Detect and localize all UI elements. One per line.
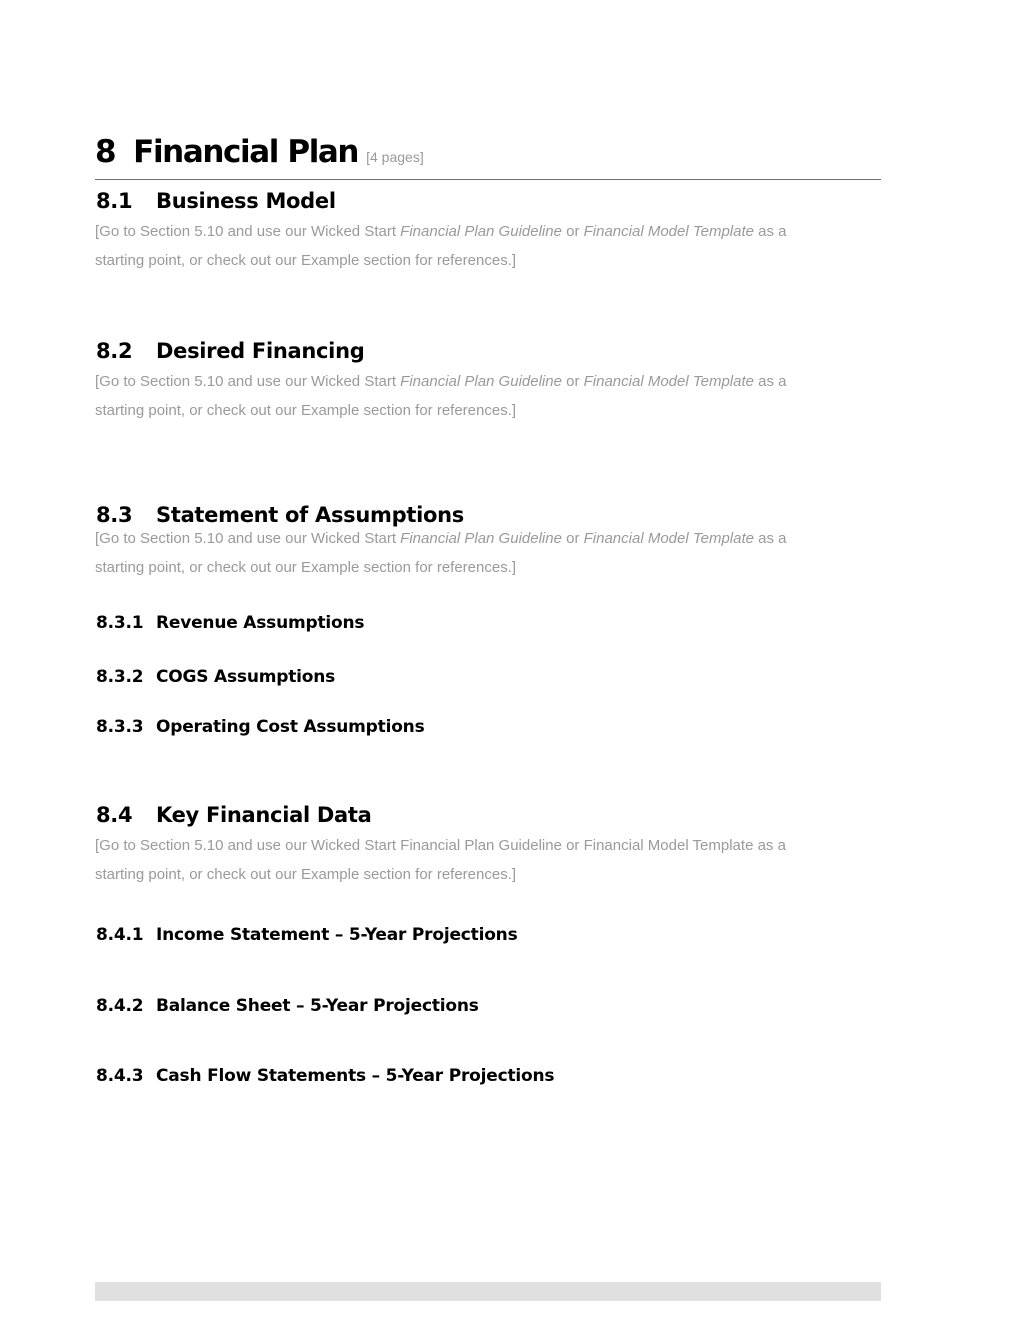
subsection-title: COGS Assumptions: [156, 667, 336, 687]
placeholder-line-1: [Go to Section 5.10 and use our Wicked Start Financial Plan Guideline or Financial Model Template as a: [95, 530, 787, 547]
subsection-number: 8.3.1: [96, 613, 144, 633]
section-heading-business-model: [96, 189, 336, 213]
subsection-number: 8.3.2: [96, 667, 144, 687]
section-title: Business Model: [156, 189, 336, 213]
subsection-heading-cogs-assumptions: [96, 667, 335, 687]
subsection-number: 8.4.1: [96, 925, 144, 945]
chapter-title: Financial Plan: [133, 134, 359, 170]
subsection-number: 8.4.3: [96, 1066, 144, 1086]
section-title: Key Financial Data: [156, 803, 372, 827]
subsection-heading-revenue-assumptions: [96, 613, 364, 633]
subsection-heading-operating-cost-assumptions: [96, 717, 425, 737]
subsection-title: Balance Sheet – 5-Year Projections: [156, 996, 479, 1016]
placeholder-line-1: [Go to Section 5.10 and use our Wicked Start Financial Plan Guideline or Financial Model Template as a: [95, 373, 787, 390]
subsection-title: Cash Flow Statements – 5-Year Projections: [156, 1066, 555, 1086]
section-number: 8.1: [96, 189, 133, 213]
section-heading-key-financial-data: [96, 803, 372, 827]
section-title: Desired Financing: [156, 339, 365, 363]
placeholder-line-2: starting point, or check out our Example section for references.]: [95, 402, 517, 419]
chapter-number: 8: [95, 134, 116, 170]
subsection-title: Operating Cost Assumptions: [156, 717, 425, 737]
chapter-page-note: [4 pages]: [366, 149, 424, 165]
section-number: 8.4: [96, 803, 133, 827]
placeholder-line-1: [Go to Section 5.10 and use our Wicked Start Financial Plan Guideline or Financial Model Template as a: [95, 223, 787, 240]
placeholder-line-2: starting point, or check out our Example section for references.]: [95, 866, 517, 883]
section-number: 8.3: [96, 503, 133, 527]
footer-bar: [95, 1282, 881, 1301]
section-number: 8.2: [96, 339, 133, 363]
subsection-heading-balance-sheet: [96, 996, 479, 1016]
subsection-heading-income-statement: [96, 925, 518, 945]
subsection-title: Income Statement – 5-Year Projections: [156, 925, 518, 945]
placeholder-line-1: [Go to Section 5.10 and use our Wicked Start Financial Plan Guideline or Financial Model Template as a: [95, 837, 786, 854]
placeholder-business-model: [95, 217, 885, 275]
section-heading-desired-financing: [96, 339, 364, 363]
placeholder-line-2: starting point, or check out our Example section for references.]: [95, 252, 517, 269]
placeholder-desired-financing: [95, 367, 885, 425]
subsection-title: Revenue Assumptions: [156, 613, 365, 633]
subsection-heading-cash-flow-statements: [96, 1066, 554, 1086]
subsection-number: 8.4.2: [96, 996, 144, 1016]
placeholder-key-financial-data: [95, 831, 885, 889]
chapter-heading: [95, 134, 881, 178]
placeholder-line-2: starting point, or check out our Example section for references.]: [95, 559, 517, 576]
placeholder-statement-of-assumptions: [95, 524, 885, 582]
chapter-divider: [95, 179, 881, 180]
section-title: Statement of Assumptions: [156, 503, 464, 527]
subsection-number: 8.3.3: [96, 717, 144, 737]
